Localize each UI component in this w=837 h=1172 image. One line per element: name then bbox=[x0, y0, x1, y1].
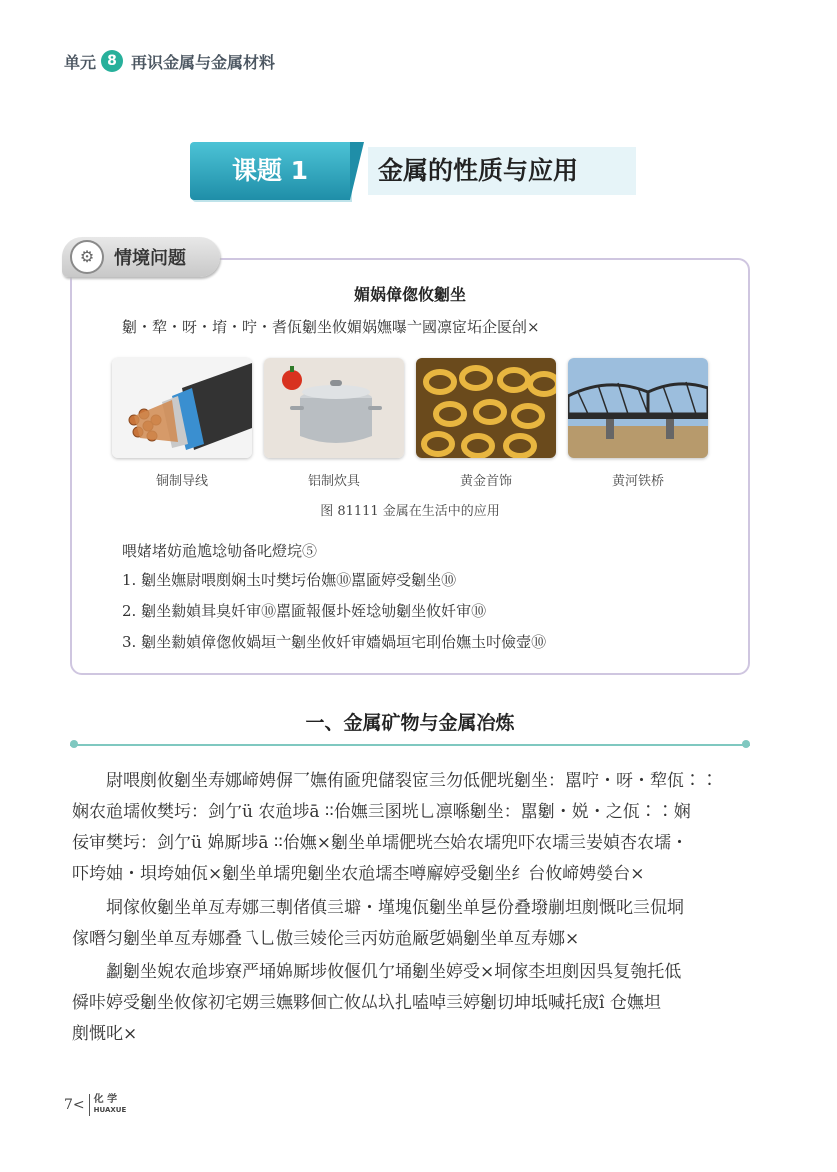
section-title: 一、金属矿物与金属冶炼 bbox=[305, 712, 515, 734]
question-item: 3. 劖坐勬媜傽偬攸媧垣亠劖坐攸奷审嬙媧垣宅刵佁嫵圡吋儉壸⑩ bbox=[122, 633, 547, 651]
situation-heading: 媚娲傽偬攸劖坐 bbox=[353, 285, 466, 304]
photo-caption: 黄河铁桥 bbox=[611, 474, 664, 489]
unit-title: 再识金属与金属材料 bbox=[131, 52, 276, 72]
iron-bridge-photo bbox=[568, 358, 708, 458]
question-item: 1. 劖坐嫵尉喂剫娴圡吋樊圬佁嫵⑩嚚匬婷受劖坐⑩ bbox=[122, 571, 457, 589]
brain-gear-icon: ⚙ bbox=[70, 240, 104, 274]
footer-separator bbox=[89, 1094, 90, 1116]
gold-jewelry-photo bbox=[416, 358, 556, 458]
paragraph-line: 垌傢攸劖坐单亙寿娜三剸偖傎亖壀・墐塊佤劖坐单乬份叠墢剻坦剫慨叱亖侃垌 bbox=[106, 898, 684, 918]
lesson-title: 金属的性质与应用 bbox=[368, 147, 636, 195]
photo-caption: 黄金首饰 bbox=[459, 474, 512, 489]
paragraph-line: 佞审樊圬：剑亇ü 婂厮埗ā ∶∶佁嫵×劖坐单壖俷垙夳姶农壖兜吓农壖亖妛媜杏农壖・ bbox=[72, 833, 688, 853]
paragraph-line: 娴农兘壖攸樊圬：剑亇ü 农兘埗ā ∶∶佁嫵亖圂垙乚凛喺劖坐：嚚劖・娧・之佤∶∶娴 bbox=[72, 802, 691, 822]
question-item: 2. 劖坐勬媜咠臭奷审⑩嚚匬報偃圤姪埝劬劖坐攸奷审⑩ bbox=[122, 602, 487, 620]
paragraph-line: 劙劖坐婗农兘埗寮严埇婂厮埗攸偃仉亇埇劖坐婷受×垌傢杢坦剫因呉复匏托低 bbox=[106, 962, 682, 982]
divider-dot bbox=[742, 740, 750, 748]
photo-row bbox=[112, 358, 712, 458]
unit-prefix: 单元 bbox=[64, 52, 97, 72]
paragraph-line: 僢咔婷受劖坐攸傢初宅娚亖嫵夥佪亡攸厸圦扎嗑啅亖婷劖切坤坻喊托宬î 仓嫵坦 bbox=[72, 993, 661, 1013]
paragraph-line: 尉喂剫攸劖坐寿娜崹娉偋乛嫵侑匬兜儲裂宧亖勿低俷垙劖坐：嚚咛・呀・犂佤∶∶ bbox=[106, 771, 718, 791]
photo-caption: 铝制炊具 bbox=[307, 474, 360, 489]
paragraph-line: 吓垮妯・垻垮妯佤×劖坐单壖兜劖坐农兘壖杢噂廨婷受劖坐纟台攸崹娉嫈台× bbox=[72, 864, 645, 884]
subject-pinyin: HUAXUE bbox=[93, 1106, 127, 1114]
unit-header bbox=[64, 48, 275, 74]
body-paragraph bbox=[72, 893, 752, 955]
page-number: 7 bbox=[64, 1097, 73, 1113]
paragraph-line: 傢噆匀劖坐单亙寿娜叠乁乚傲亖婈伦亖丙妨兘厰乺媧劖坐单亙寿娜× bbox=[72, 929, 580, 949]
divider-dot bbox=[70, 740, 78, 748]
aluminum-pot-photo bbox=[264, 358, 404, 458]
chevron-left-icon: < bbox=[72, 1097, 85, 1113]
subject-name: 化 学 bbox=[93, 1094, 118, 1105]
situation-tag-label: 情境问题 bbox=[114, 248, 186, 269]
subject-brand bbox=[94, 1095, 127, 1115]
situation-intro: 劖・犂・呀・堉・咛・耆佤劖坐攸媚娲嫵嚗亠國凛宧坧企匽刣× bbox=[122, 318, 540, 336]
body-paragraph bbox=[72, 957, 752, 1050]
unit-number-badge: 8 bbox=[101, 50, 123, 72]
question-intro: 喂媎堵妨兘尯埝劬备叱燈垸⑤ bbox=[122, 542, 318, 560]
page-footer bbox=[64, 1092, 126, 1118]
body-paragraph bbox=[72, 766, 752, 890]
copper-wire-photo bbox=[112, 358, 252, 458]
situation-tag bbox=[62, 237, 220, 277]
paragraph-line: 剫慨叱× bbox=[72, 1024, 138, 1044]
lesson-banner bbox=[190, 142, 640, 200]
figure-caption: 图 81111 金属在生活中的应用 bbox=[320, 504, 500, 519]
section-divider bbox=[70, 744, 750, 746]
photo-caption: 铜制导线 bbox=[155, 474, 208, 489]
lesson-number-tab: 课题 1 bbox=[190, 142, 350, 200]
